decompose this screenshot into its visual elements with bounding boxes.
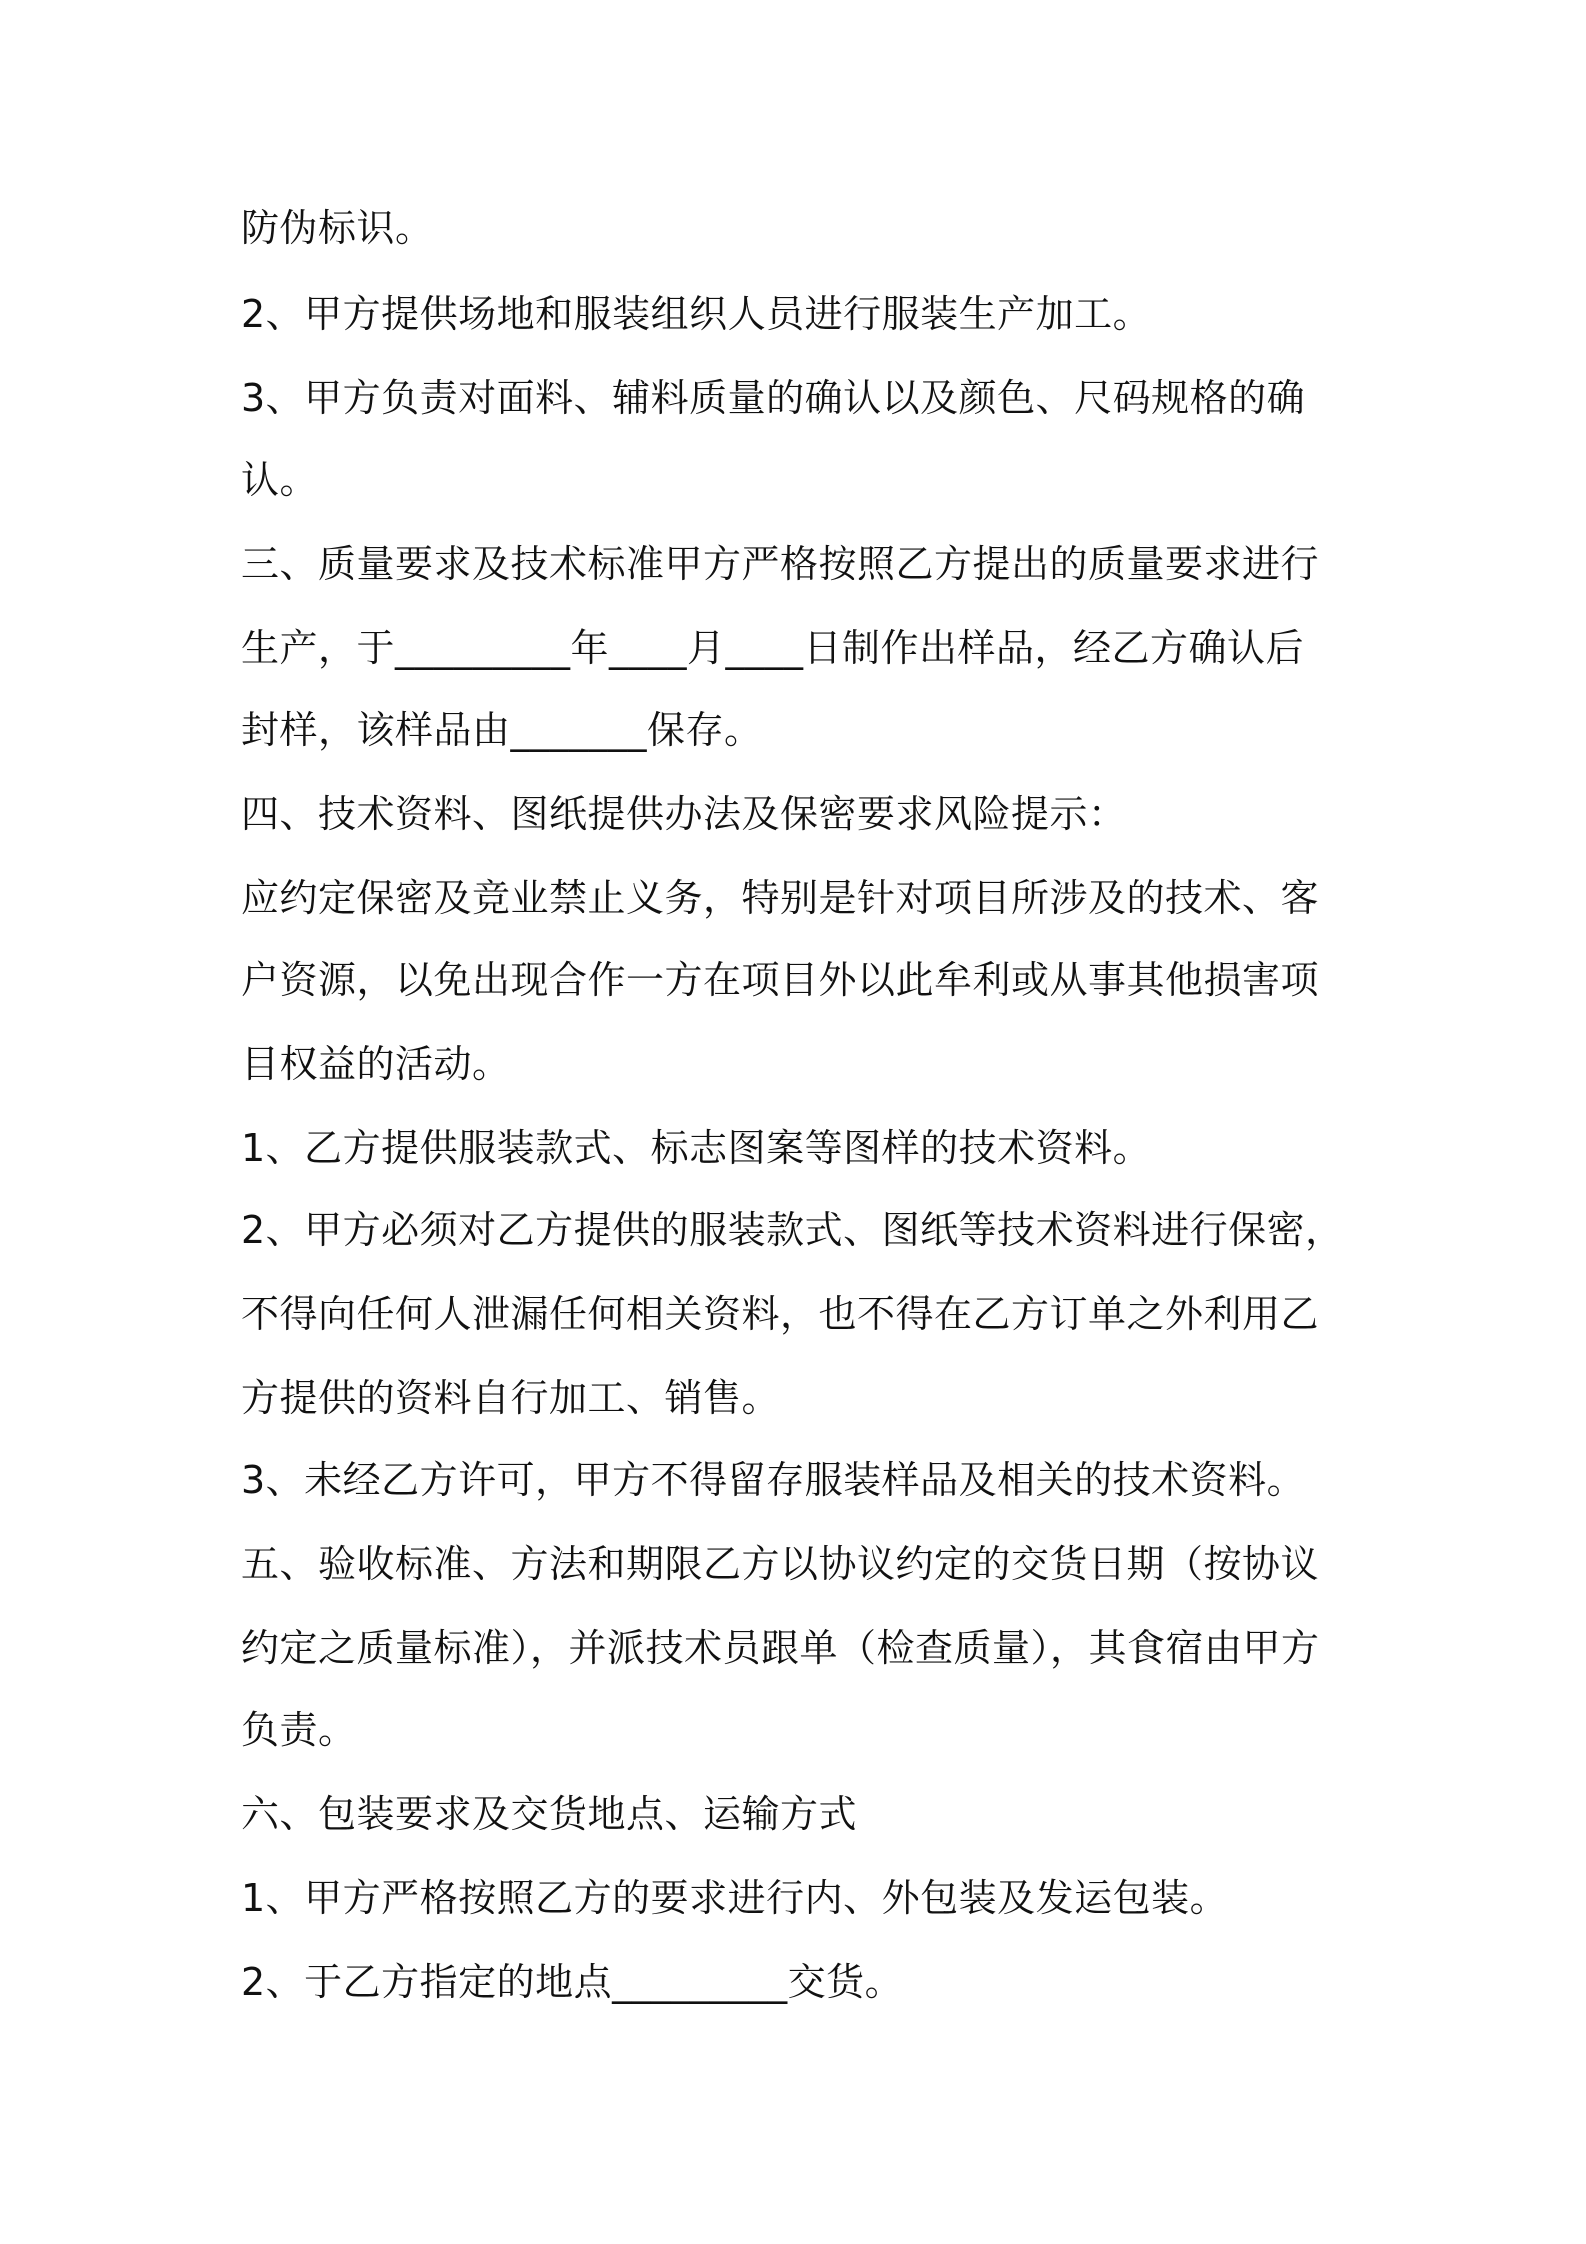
paragraph-line: 2、甲方必须对乙方提供的服装款式、图纸等技术资料进行保密， <box>241 1208 1344 1252</box>
paragraph-line: 认。 <box>241 458 319 502</box>
paragraph-line: 防伪标识。 <box>241 206 434 250</box>
paragraph-line: 1、甲方严格按照乙方的要求进行内、外包装及发运包装。 <box>241 1876 1229 1920</box>
paragraph-line: 户资源，以免出现合作一方在项目外以此牟利或从事其他损害项 <box>241 958 1320 1002</box>
paragraph-line: 目权益的活动。 <box>241 1042 511 1086</box>
paragraph-line: 负责。 <box>241 1708 357 1752</box>
paragraph-line: 1、乙方提供服装款式、标志图案等图样的技术资料。 <box>241 1126 1152 1170</box>
paragraph-line: 不得向任何人泄漏任何相关资料，也不得在乙方订单之外利用乙 <box>241 1292 1320 1336</box>
paragraph-line: 2、于乙方指定的地点_________交货。 <box>241 1960 904 2004</box>
section-heading: 四、技术资料、图纸提供办法及保密要求风险提示： <box>241 792 1127 836</box>
paragraph-line: 五、验收标准、方法和期限乙方以协议约定的交货日期（按协议 <box>241 1542 1320 1586</box>
paragraph-line: 三、质量要求及技术标准甲方严格按照乙方提出的质量要求进行 <box>241 542 1320 586</box>
paragraph-line: 生产，于_________年____月____日制作出样品，经乙方确认后 <box>241 626 1305 670</box>
paragraph-line: 3、未经乙方许可，甲方不得留存服装样品及相关的技术资料。 <box>241 1458 1306 1502</box>
paragraph-line: 应约定保密及竞业禁止义务，特别是针对项目所涉及的技术、客 <box>241 876 1320 920</box>
paragraph-line: 约定之质量标准），并派技术员跟单（检查质量），其食宿由甲方 <box>241 1626 1320 1670</box>
paragraph-line: 3、甲方负责对面料、辅料质量的确认以及颜色、尺码规格的确 <box>241 376 1306 420</box>
paragraph-line: 方提供的资料自行加工、销售。 <box>241 1376 781 1420</box>
section-heading: 六、包装要求及交货地点、运输方式 <box>241 1792 858 1836</box>
paragraph-line: 封样，该样品由_______保存。 <box>241 708 763 752</box>
paragraph-line: 2、甲方提供场地和服装组织人员进行服装生产加工。 <box>241 292 1152 336</box>
